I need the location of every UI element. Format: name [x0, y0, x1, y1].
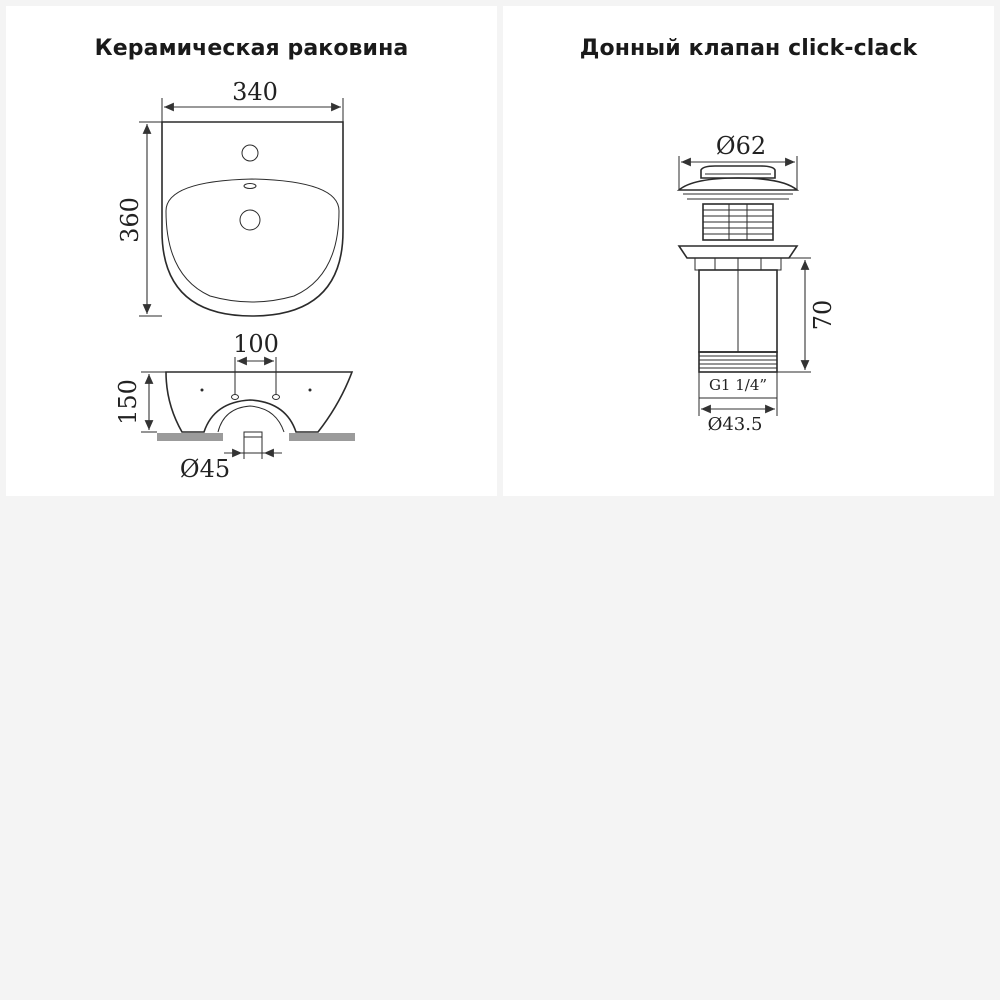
thread-size-label: G1 1/4” [708, 376, 768, 394]
counter-slab-right [289, 433, 355, 441]
sink-front-view [141, 357, 355, 459]
valve-drawing [503, 6, 994, 496]
counter-slab-left [157, 433, 223, 441]
valve-panel-title: Донный клапан click-clack [579, 36, 918, 61]
sink-drawing [6, 6, 497, 496]
sink-width-label: 340 [232, 78, 278, 106]
drain-hole-icon [240, 210, 260, 230]
nut-thread [703, 210, 773, 234]
overflow-hole-icon [244, 184, 256, 189]
sink-panel [6, 6, 497, 496]
drain-diameter-label: Ø45 [179, 455, 231, 483]
top-diameter-label: Ø62 [715, 132, 767, 160]
sink-height-label: 360 [116, 197, 144, 243]
sink-top-view [139, 98, 343, 316]
sink-depth-label: 150 [114, 379, 142, 425]
sink-panel-title: Керамическая раковина [94, 36, 409, 61]
bottom-diameter-label: Ø43.5 [707, 414, 763, 435]
bottom-thread [699, 356, 777, 368]
holes-spacing-label: 100 [233, 330, 279, 358]
valve-panel [503, 6, 994, 496]
faucet-hole-icon [242, 145, 258, 161]
valve-length-label: 70 [809, 299, 837, 331]
